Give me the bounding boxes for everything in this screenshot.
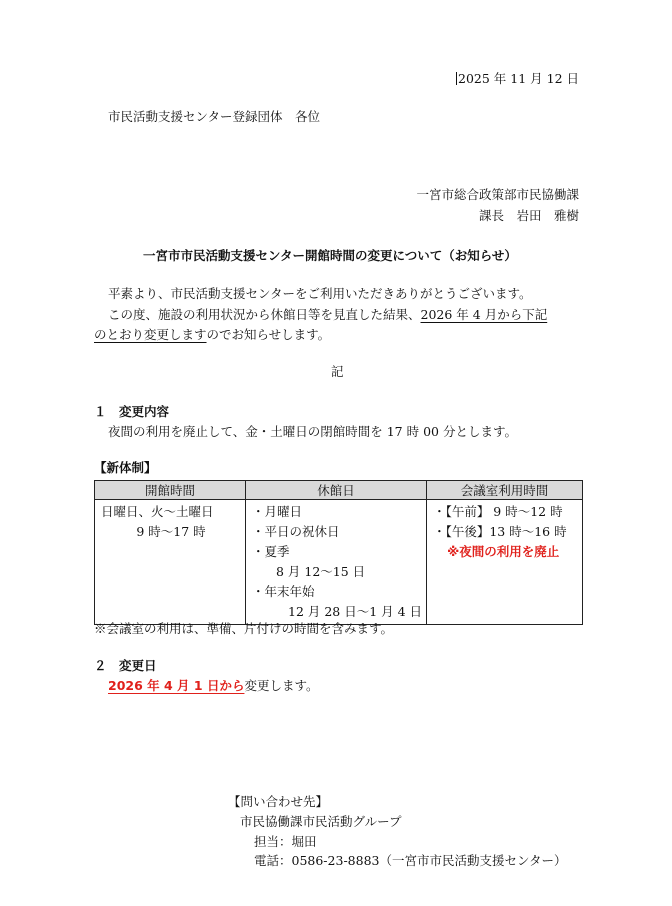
meeting-morning: ・【午前】 9 時～12 時 [433,504,563,519]
sender-name: 課長 岩田 雅樹 [478,208,579,223]
meeting-room-cell [427,500,583,625]
document-date [456,70,579,88]
text-cursor [456,72,457,85]
header-opening-hours: 開館時間 [95,481,246,500]
date-text: 2025 年 11 月 12 日 [458,71,579,86]
table-header-row [95,481,583,500]
change-paragraph-underlined: 2026 年 4 月から下記 [420,307,548,322]
change-paragraph-text: この度、施設の利用状況から休館日等を見直した結果、 [108,307,421,322]
addressee: 市民活動支援センター登録団体 各位 [108,109,321,124]
closed-new-year: ・年末年始 [252,584,315,599]
closed-new-year-dates: 12 月 28 日～1 月 4 日 [288,604,423,619]
meeting-night-abolished: ※夜間の利用を廃止 [447,544,560,559]
meeting-afternoon: ・【午後】13 時～16 時 [433,524,567,539]
greeting-paragraph: 平素より、市民活動支援センターをご利用いただきありがとうございます。 [108,286,532,301]
opening-hours-cell [95,500,246,625]
section2-heading: ２ 変更日 [94,658,157,673]
ki-marker: 記 [331,364,344,379]
change-paragraph-line2 [94,326,330,344]
contact-group: 市民協働課市民活動グループ [240,814,402,829]
section1-text: 夜間の利用を廃止して、金・土曜日の閉館時間を 17 時 00 分とします。 [108,424,517,439]
document-title: 一宮市市民活動支援センター開館時間の変更について（お知らせ） [143,248,517,263]
table-row [95,500,583,625]
section2-text [108,677,318,695]
change-paragraph-ending: のでお知らせします。 [206,327,331,342]
header-closed-days: 休館日 [246,481,427,500]
closed-holidays: ・平日の祝休日 [252,524,340,539]
contact-phone: 電話：0586-23-8883（一宮市市民活動支援センター） [254,853,567,868]
new-system-label: 【新体制】 [94,460,157,475]
closed-monday: ・月曜日 [252,504,303,519]
sender-department: 一宮市総合政策部市民協働課 [416,187,579,202]
closed-summer: ・夏季 [252,544,290,559]
closed-summer-dates: 8 月 12～15 日 [276,564,366,579]
change-paragraph-underlined-2: のとおり変更します [94,327,207,342]
schedule-table [94,480,583,625]
contact-label: 【問い合わせ先】 [228,794,329,809]
contact-person: 担当：堀田 [254,834,317,849]
section2-ending: 変更します。 [244,678,319,693]
section1-heading: １ 変更内容 [94,404,170,419]
table-note: ※会議室の利用は、準備、片付けの時間を含みます。 [94,621,394,636]
closed-days-cell [246,500,427,625]
header-meeting-room-hours: 会議室利用時間 [427,481,583,500]
opening-days: 日曜日、火～土曜日 [101,504,214,519]
opening-time: 9 時～17 時 [136,524,206,539]
change-date: 2026 年 4 月 1 日から [108,678,245,693]
change-paragraph-line1 [108,306,547,324]
